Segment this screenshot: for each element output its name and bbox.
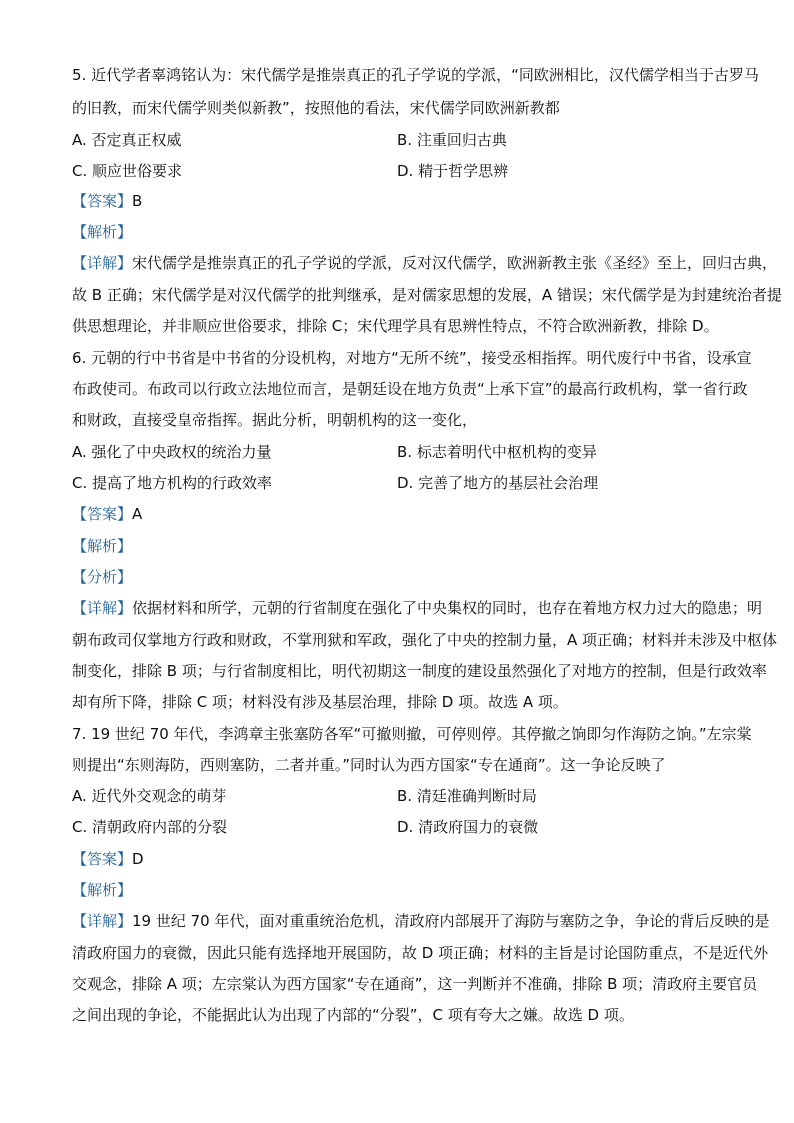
q5-option-a: A. 否定真正权威 xyxy=(72,131,182,149)
q6-answer-row xyxy=(72,503,142,525)
q7-analysis-label: 【解析】 xyxy=(72,881,133,899)
q7-option-a: A. 近代外交观念的萌芽 xyxy=(72,787,227,805)
q6-detail-line-1 xyxy=(72,597,762,619)
q7-answer-value: D xyxy=(132,850,144,868)
q6-fenxi-tag xyxy=(72,566,132,588)
q5-answer-value: B xyxy=(132,192,143,210)
q6-answer-value: A xyxy=(132,505,143,523)
q5-analysis-tag xyxy=(72,221,132,243)
q5-option-d: D. 精于哲学思辨 xyxy=(397,162,509,180)
q5-option-c: C. 顺应世俗要求 xyxy=(72,162,183,180)
q7-detail-line-4: 之间出现的争论，不能据此认为出现了内部的“分裂”，C 项有夸大之嫌。故选 D 项。 xyxy=(72,1006,634,1024)
q6-detail-tag: 【详解】 xyxy=(72,599,133,617)
q6-detail-line-4: 却有所下降，排除 C 项；材料没有涉及基层治理，排除 D 项。故选 A 项。 xyxy=(72,693,568,711)
q6-detail-line-3: 制变化，排除 B 项；与行省制度相比，明代初期这一制度的建设虽然强化了对地方的控制，但是行政效率 xyxy=(72,662,767,680)
q6-stem-line-3: 和财政，直接受皇帝指挥。据此分析，明朝机构的这一变化， xyxy=(72,411,478,429)
q6-stem-line-2: 布政使司。布政司以行政立法地位而言，是朝廷设在地方负责“上承下宣”的最高行政机构，掌一省行政 xyxy=(72,380,748,398)
q7-detail-line-1 xyxy=(72,910,770,932)
q6-option-d: D. 完善了地方的基层社会治理 xyxy=(397,474,599,492)
q6-answer-tag: 【答案】 xyxy=(72,505,133,523)
q7-stem-line-2: 则提出“东则海防，西则塞防，二者并重。”同时认为西方国家“专在通商”。这一争论反映了 xyxy=(72,756,666,774)
q5-detail-line-3: 供思想理论，并非顺应世俗要求，排除 C；宋代理学具有思辨性特点，不符合欧洲新教，排除 D。 xyxy=(72,317,719,335)
q6-option-a: A. 强化了中央政权的统治力量 xyxy=(72,443,272,461)
q7-stem-line-1: 7. 19 世纪 70 年代，李鸿章主张塞防各军“可撤则撤，可停则停。其停撤之饷即匀作海防之饷。”左宗棠 xyxy=(72,725,752,743)
q5-answer-tag: 【答案】 xyxy=(72,192,133,210)
q7-option-c: C. 清朝政府内部的分裂 xyxy=(72,818,228,836)
q5-answer-row xyxy=(72,190,142,212)
q7-answer-tag: 【答案】 xyxy=(72,850,133,868)
q6-analysis-label: 【解析】 xyxy=(72,537,133,555)
q5-detail-line-2: 故 B 正确；宋代儒学是对汉代儒学的批判继承，是对儒家思想的发展，A 错误；宋代儒学是为封建统治者提 xyxy=(72,286,782,304)
q5-detail-tag: 【详解】 xyxy=(72,254,133,272)
q7-option-b: B. 清廷准确判断时局 xyxy=(397,787,537,805)
q5-detail-line-1 xyxy=(72,252,778,274)
q6-fenxi-label: 【分析】 xyxy=(72,568,133,586)
q7-detail-line-2: 清政府国力的衰微，因此只能有选择地开展国防，故 D 项正确；材料的主旨是讨论国防重点，不是近代外 xyxy=(72,944,769,962)
q7-answer-row xyxy=(72,848,144,870)
q7-detail-text-1: 19 世纪 70 年代，面对重重统治危机，清政府内部展开了海防与塞防之争，争论的背后反映的是 xyxy=(132,912,770,930)
q7-analysis-tag xyxy=(72,879,132,901)
q6-stem-line-1: 6. 元朝的行中书省是中书省的分设机构，对地方“无所不统”，接受丞相指挥。明代废行中书省，设承宣 xyxy=(72,349,752,367)
q6-analysis-tag xyxy=(72,535,132,557)
q5-analysis-label: 【解析】 xyxy=(72,223,133,241)
q5-option-b: B. 注重回归古典 xyxy=(397,131,507,149)
q7-detail-tag: 【详解】 xyxy=(72,912,133,930)
q5-detail-text-1: 宋代儒学是推崇真正的孔子学说的学派，反对汉代儒学，欧洲新教主张《圣经》至上，回归古典， xyxy=(132,254,778,272)
q6-option-c: C. 提高了地方机构的行政效率 xyxy=(72,474,273,492)
q7-option-d: D. 清政府国力的衰微 xyxy=(397,818,539,836)
q7-detail-line-3: 交观念，排除 A 项；左宗棠认为西方国家“专在通商”，这一判断并不准确，排除 B 项；清政府主要官员 xyxy=(72,975,758,993)
q6-detail-text-1: 依据材料和所学，元朝的行省制度在强化了中央集权的同时，也存在着地方权力过大的隐患；明 xyxy=(132,599,763,617)
q6-option-b: B. 标志着明代中枢机构的变异 xyxy=(397,443,597,461)
q5-stem-line-1: 5. 近代学者辜鸿铭认为：宋代儒学是推崇真正的孔子学说的学派，“同欧洲相比，汉代儒学相当于古罗马 xyxy=(72,66,759,84)
q6-detail-line-2: 朝布政司仅掌地方行政和财政，不掌刑狱和军政，强化了中央的控制力量，A 项正确；材料并未涉及中枢体 xyxy=(72,631,778,649)
q5-stem-line-2: 的旧教，而宋代儒学则类似新教”，按照他的看法，宋代儒学同欧洲新教都 xyxy=(72,99,560,117)
